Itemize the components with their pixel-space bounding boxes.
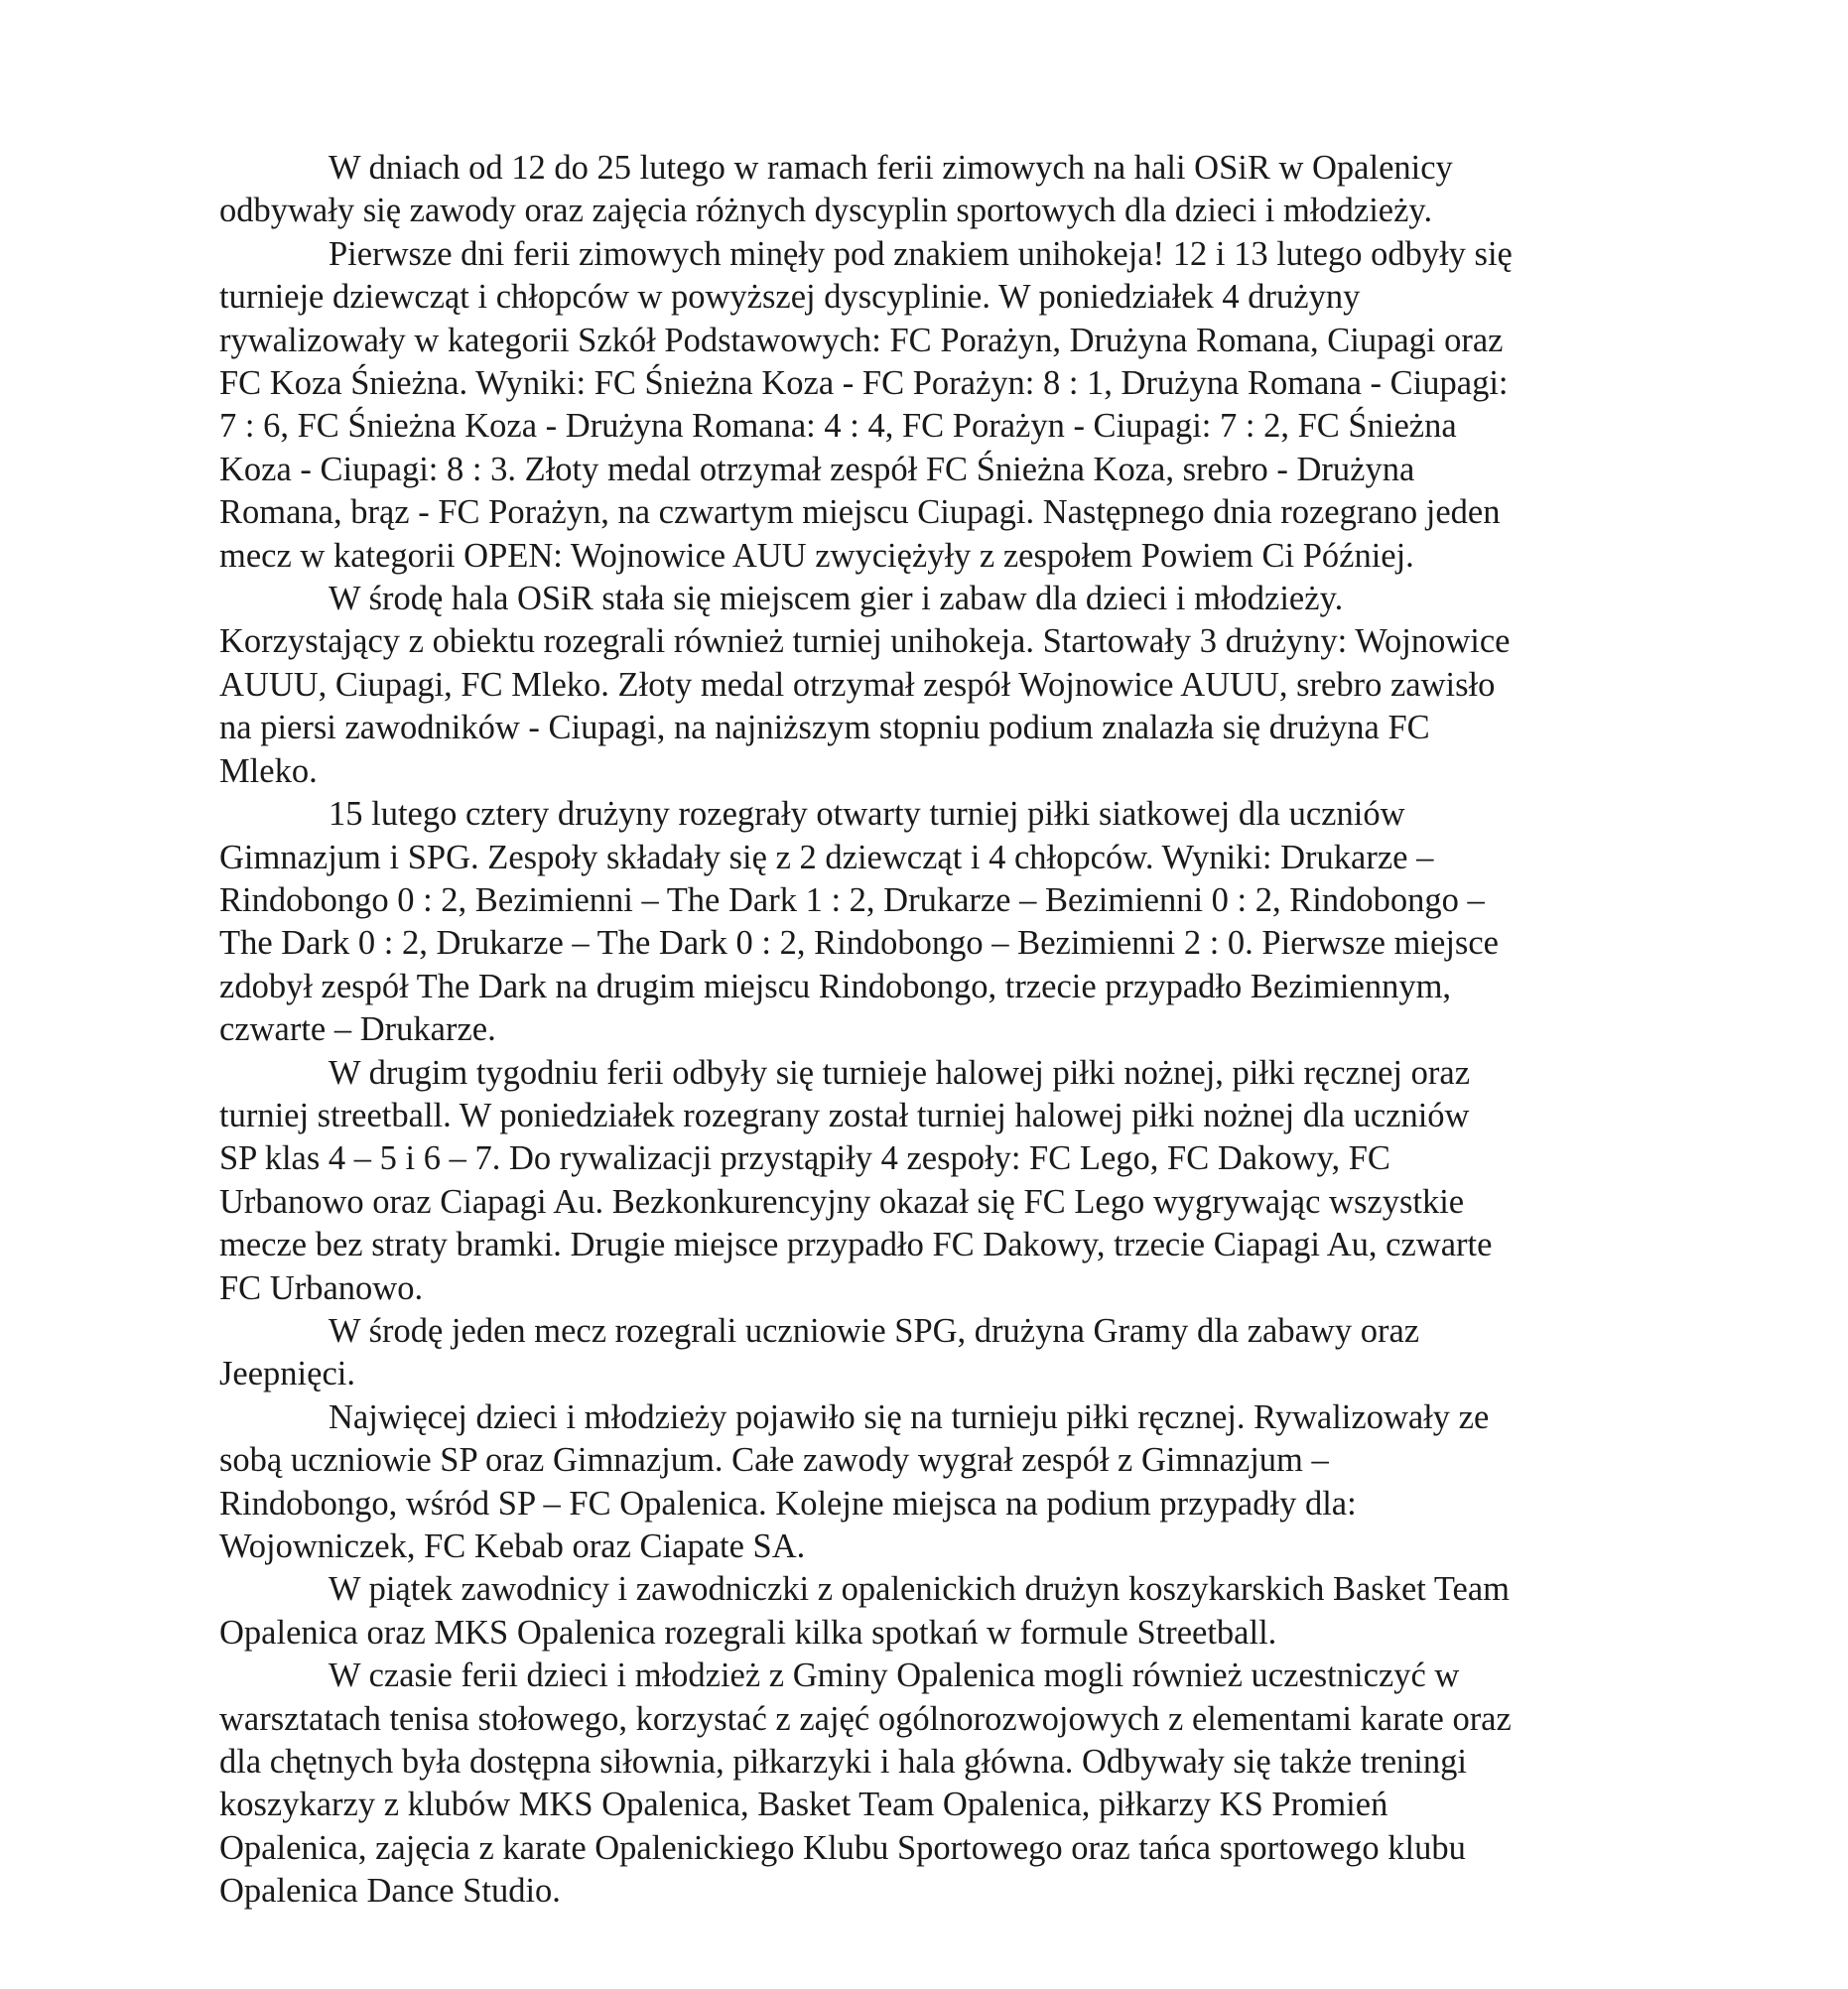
text-line: warsztatach tenisa stołowego, korzystać z zajęć ogólnorozwojowych z elementami karate oraz	[219, 1699, 1512, 1738]
text-line: Rindobongo, wśród SP – FC Opalenica. Kolejne miejsca na podium przypadły dla:	[219, 1484, 1357, 1523]
text-line: W środę hala OSiR stała się miejscem gier i zabaw dla dzieci i młodzieży.	[329, 580, 1344, 618]
paragraph	[219, 1655, 1629, 1913]
text-line: sobą uczniowie SP oraz Gimnazjum. Całe zawody wygrał zespół z Gimnazjum –	[219, 1441, 1329, 1480]
text-line: Koza - Ciupagi: 8 : 3. Złoty medal otrzymał zespół FC Śnieżna Koza, srebro - Drużyna	[219, 450, 1415, 488]
text-line: Opalenica oraz MKS Opalenica rozegrali kilka spotkań w formule Streetball.	[219, 1613, 1277, 1652]
text-line: W drugim tygodniu ferii odbyły się turnieje halowej piłki nożnej, piłki ręcznej oraz	[329, 1053, 1471, 1092]
text-line: Jeepnięci.	[219, 1355, 355, 1393]
paragraph	[219, 233, 1629, 578]
paragraph	[219, 578, 1629, 793]
article-body	[219, 147, 1629, 1914]
text-line: rywalizowały w kategorii Szkół Podstawowych: FC Porażyn, Drużyna Romana, Ciupagi oraz	[219, 321, 1504, 359]
paragraph	[219, 1568, 1629, 1655]
text-line: Najwięcej dzieci i młodzieży pojawiło się na turnieju piłki ręcznej. Rywalizowały ze	[329, 1397, 1490, 1436]
text-line: Romana, brąz - FC Porażyn, na czwartym miejscu Ciupagi. Następnego dnia rozegrano jeden	[219, 493, 1501, 532]
text-line: dla chętnych była dostępna siłownia, piłkarzyki i hala główna. Odbywały się także treningi	[219, 1743, 1467, 1782]
text-line: SP klas 4 – 5 i 6 – 7. Do rywalizacji przystąpiły 4 zespoły: FC Lego, FC Dakowy, FC	[219, 1139, 1390, 1178]
text-line: Mleko.	[219, 751, 318, 790]
text-line: Rindobongo 0 : 2, Bezimienni – The Dark 1 : 2, Drukarze – Bezimienni 0 : 2, Rindobongo –	[219, 880, 1485, 919]
text-line: 7 : 6, FC Śnieżna Koza - Drużyna Romana: 4 : 4, FC Porażyn - Ciupagi: 7 : 2, FC Śnieżna	[219, 407, 1457, 446]
text-line: The Dark 0 : 2, Drukarze – The Dark 0 : 2, Rindobongo – Bezimienni 2 : 0. Pierwsze miejsce	[219, 924, 1499, 963]
text-line: 15 lutego cztery drużyny rozegrały otwarty turniej piłki siatkowej dla uczniów	[329, 795, 1405, 834]
text-line: Pierwsze dni ferii zimowych minęły pod znakiem unihokeja! 12 i 13 lutego odbyły się	[329, 234, 1513, 273]
text-line: czwarte – Drukarze.	[219, 1010, 496, 1049]
text-line: odbywały się zawody oraz zajęcia różnych dyscyplin sportowych dla dzieci i młodzieży.	[219, 192, 1433, 230]
text-line: FC Urbanowo.	[219, 1268, 424, 1307]
text-line: Opalenica Dance Studio.	[219, 1872, 561, 1911]
text-line: W dniach od 12 do 25 lutego w ramach ferii zimowych na hali OSiR w Opalenicy	[329, 149, 1453, 187]
paragraph	[219, 147, 1629, 233]
text-line: koszykarzy z klubów MKS Opalenica, Basket Team Opalenica, piłkarzy KS Promień	[219, 1786, 1388, 1824]
text-line: Opalenica, zajęcia z karate Opalenickiego Klubu Sportowego oraz tańca sportowego klubu	[219, 1828, 1466, 1867]
text-line: zdobył zespół The Dark na drugim miejscu Rindobongo, trzecie przypadło Bezimiennym,	[219, 967, 1452, 1005]
text-line: Urbanowo oraz Ciapagi Au. Bezkonkurencyjny okazał się FC Lego wygrywając wszystkie	[219, 1182, 1465, 1221]
text-line: Gimnazjum i SPG. Zespoły składały się z 2 dziewcząt i 4 chłopców. Wyniki: Drukarze –	[219, 838, 1434, 876]
paragraph	[219, 1396, 1629, 1569]
text-line: mecze bez straty bramki. Drugie miejsce przypadło FC Dakowy, trzecie Ciapagi Au, czwarte	[219, 1226, 1493, 1264]
text-line: turnieje dziewcząt i chłopców w powyższej dyscyplinie. W poniedziałek 4 drużyny	[219, 278, 1361, 317]
paragraph	[219, 793, 1629, 1051]
paragraph	[219, 1310, 1629, 1396]
text-line: W piątek zawodnicy i zawodniczki z opalenickich drużyn koszykarskich Basket Team	[329, 1570, 1510, 1609]
text-line: AUUU, Ciupagi, FC Mleko. Złoty medal otrzymał zespół Wojnowice AUUU, srebro zawisło	[219, 665, 1496, 704]
text-line: FC Koza Śnieżna. Wyniki: FC Śnieżna Koza - FC Porażyn: 8 : 1, Drużyna Romana - Ciupagi:	[219, 364, 1509, 403]
text-line: W czasie ferii dzieci i młodzież z Gminy Opalenica mogli również uczestniczyć w	[329, 1657, 1460, 1695]
text-line: Korzystający z obiektu rozegrali również turniej unihokeja. Startowały 3 drużyny: Wojnowice	[219, 622, 1511, 661]
text-line: W środę jeden mecz rozegrali uczniowie SPG, drużyna Gramy dla zabawy oraz	[329, 1311, 1420, 1350]
text-line: Wojowniczek, FC Kebab oraz Ciapate SA.	[219, 1527, 806, 1565]
text-line: turniej streetball. W poniedziałek rozegrany został turniej halowej piłki nożnej dla uczniów	[219, 1096, 1470, 1134]
text-line: mecz w kategorii OPEN: Wojnowice AUU zwyciężyły z zespołem Powiem Ci Później.	[219, 536, 1414, 575]
text-line: na piersi zawodników - Ciupagi, na najniższym stopniu podium znalazła się drużyna FC	[219, 709, 1430, 747]
paragraph	[219, 1052, 1629, 1310]
